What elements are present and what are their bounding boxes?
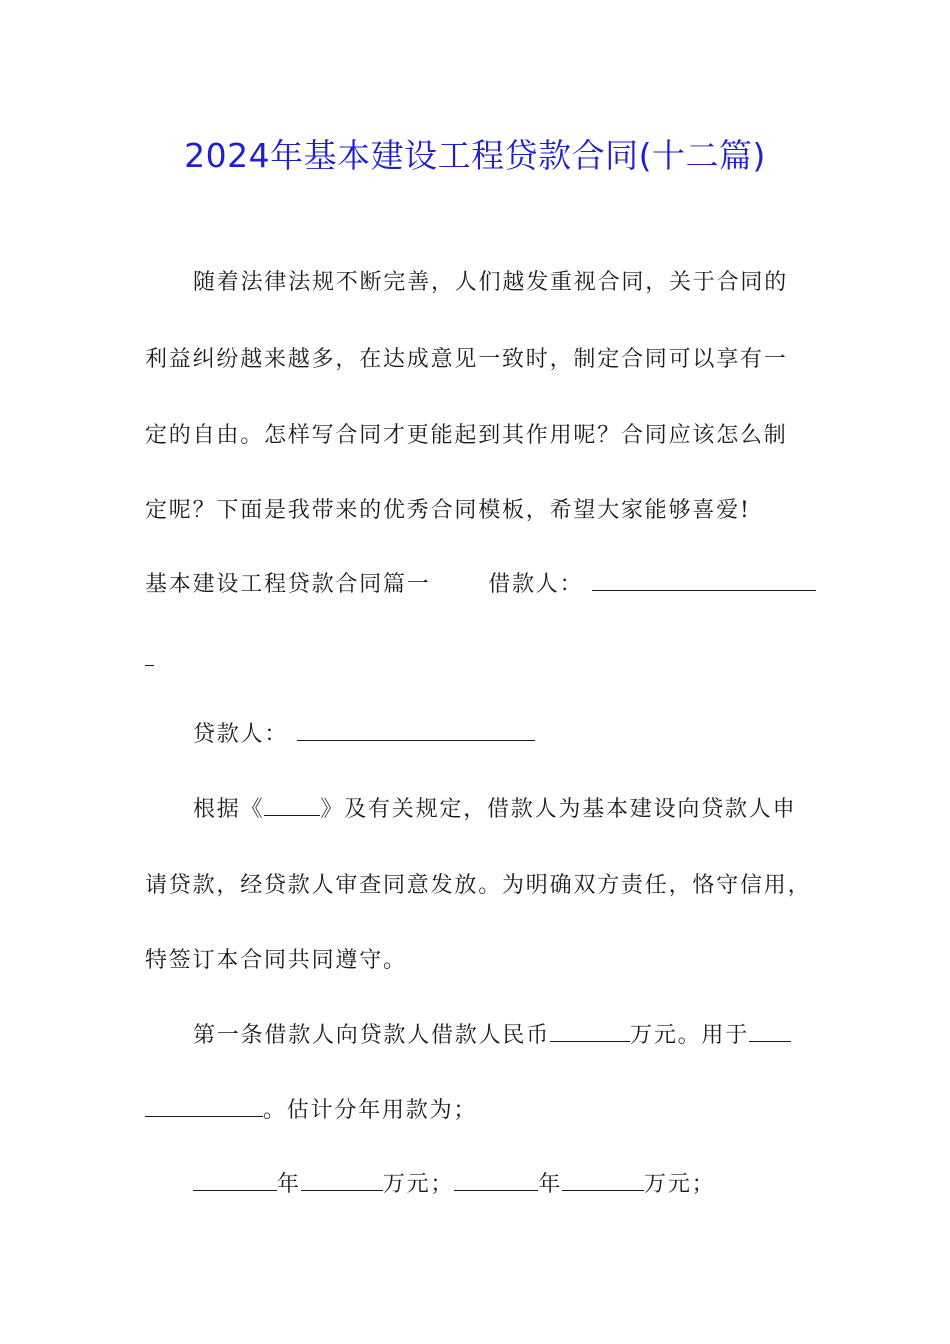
intro-line-3: 定的自由。怎样写合同才更能起到其作用呢？合同应该怎么制 xyxy=(145,423,788,448)
basis-line-2: 请贷款，经贷款人审查同意发放。为明确双方责任，恪守信用， xyxy=(145,873,812,898)
section-heading-line xyxy=(145,570,816,600)
law-name-blank xyxy=(264,795,320,816)
intro-line-2: 利益纠纷越来越多，在达成意见一致时，制定合同可以享有一 xyxy=(145,347,788,372)
borrower-label: 借款人： xyxy=(488,572,584,597)
basis-suffix: 》及有关规定，借款人为基本建设向贷款人申 xyxy=(320,797,797,822)
amount-label-1: 万元； xyxy=(382,1172,455,1197)
yearly-schedule-line xyxy=(193,1170,715,1200)
basis-line-1 xyxy=(193,795,796,825)
year-label-2: 年 xyxy=(538,1172,563,1197)
loan-purpose-blank-continued xyxy=(145,1096,263,1117)
article1-line-2 xyxy=(145,1096,477,1126)
article1-line-1 xyxy=(193,1021,791,1051)
loan-amount-blank xyxy=(550,1021,630,1042)
article1-text-b: 万元。用于 xyxy=(630,1023,750,1048)
basis-line-3: 特签订本合同共同遵守。 xyxy=(145,948,407,973)
article1-text-a: 第一条借款人向贷款人借款人民币 xyxy=(193,1023,551,1048)
intro-line-1: 随着法律法规不断完善，人们越发重视合同，关于合同的 xyxy=(193,270,789,295)
lender-blank xyxy=(297,720,535,741)
lender-line xyxy=(193,720,535,750)
document-title: 2024年基本建设工程贷款合同(十二篇) xyxy=(184,136,766,175)
loan-purpose-blank xyxy=(749,1021,791,1042)
amount-label-2: 万元； xyxy=(644,1172,716,1197)
lender-label: 贷款人： xyxy=(193,722,289,747)
year-label-1: 年 xyxy=(277,1172,301,1197)
year-blank-2 xyxy=(454,1170,538,1191)
intro-line-4: 定呢？下面是我带来的优秀合同模板，希望大家能够喜爱! xyxy=(145,498,751,523)
borrower-blank xyxy=(592,570,816,591)
section-heading: 基本建设工程贷款合同篇一 xyxy=(145,572,431,597)
borrower-blank-continued xyxy=(145,645,154,666)
amount-blank-1 xyxy=(301,1170,383,1191)
borrower-blank-continued-line xyxy=(145,645,154,675)
article1-text-c: 。估计分年用款为； xyxy=(263,1098,478,1123)
amount-blank-2 xyxy=(562,1170,644,1191)
basis-prefix: 根据《 xyxy=(193,797,265,822)
year-blank-1 xyxy=(193,1170,277,1191)
